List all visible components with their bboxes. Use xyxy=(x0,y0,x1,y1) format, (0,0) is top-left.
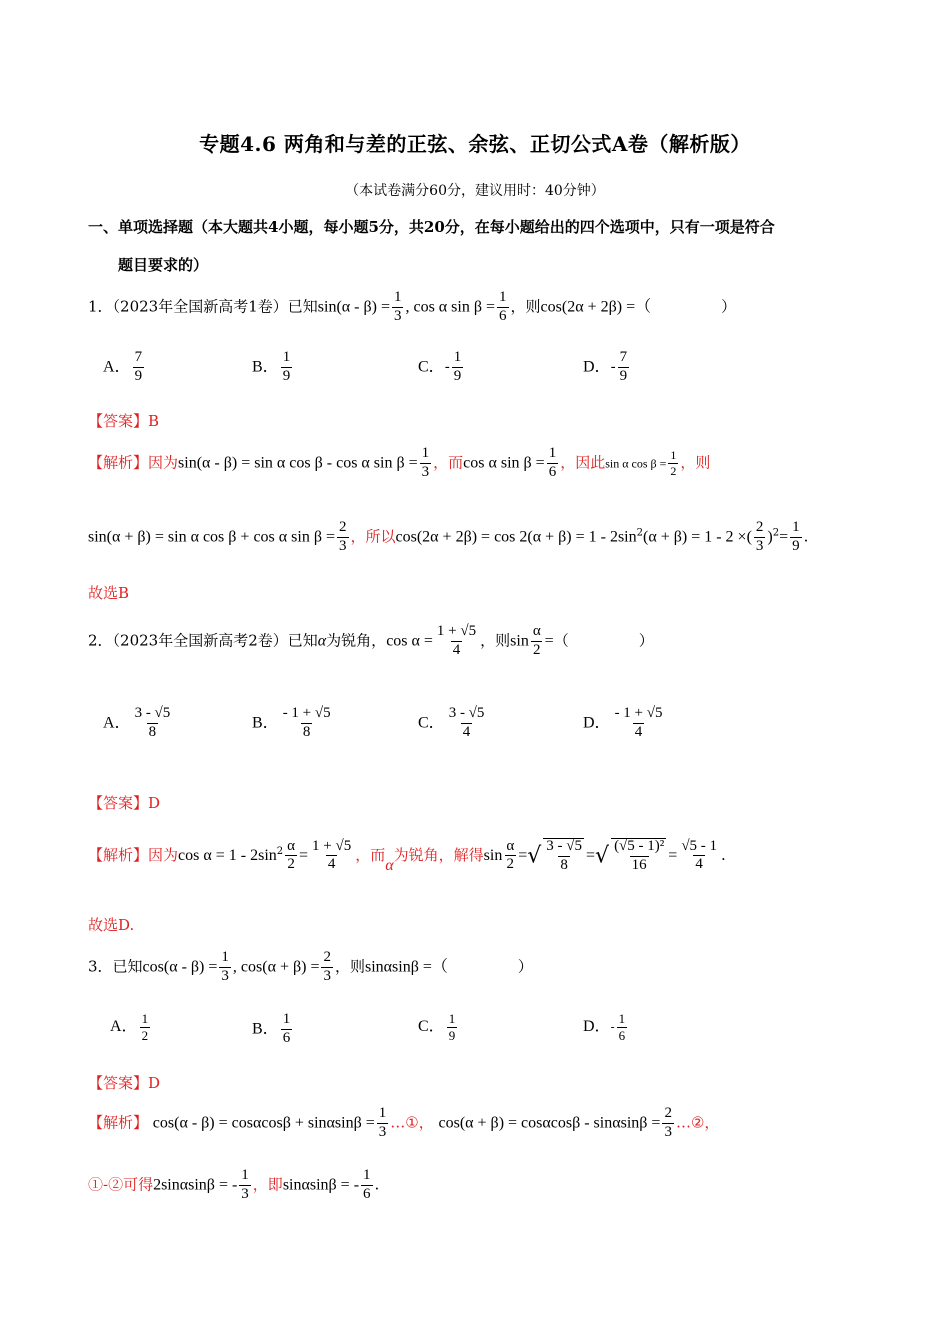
q3-frac2-num: 2 xyxy=(323,949,331,965)
q2-analysis-sq: 2 xyxy=(276,845,284,857)
q2-analysis-r1-num: 3 - √5 xyxy=(546,838,582,854)
q1-analysis-m1: sin(α - β) = sin α cos β - cos α sin β = xyxy=(178,454,418,472)
q1-analysis-f1 xyxy=(420,446,432,481)
q1-option-a-num: 7 xyxy=(134,349,143,365)
q3-analysis-f1-den: 3 xyxy=(378,1123,387,1140)
q2-analysis-eq: = xyxy=(299,846,309,864)
q2-analysis-f1-den: 4 xyxy=(327,856,336,873)
q1-analysis-line1 xyxy=(88,446,710,481)
q2-option-c-num: 3 - √5 xyxy=(448,705,485,721)
q2-analysis-eq2: = xyxy=(518,846,528,864)
q3-option-c-label: C． xyxy=(418,1018,445,1036)
q2-analysis-half2-num: α xyxy=(506,837,515,854)
q1-analysis-l2f1-num: 2 xyxy=(339,519,347,535)
q1-analysis-line2 xyxy=(88,520,808,555)
q1-answer: 【答案】B xyxy=(88,412,160,430)
q1-analysis-thus: ，因此 xyxy=(560,453,606,472)
q1-option-a[interactable] xyxy=(103,350,146,385)
q3-option-b-label: B． xyxy=(252,1020,279,1038)
q2-cos-frac xyxy=(435,624,478,659)
q3-option-b[interactable] xyxy=(252,1012,294,1047)
q3-option-d[interactable] xyxy=(583,1012,629,1042)
q1-analysis-l2f3-num: 1 xyxy=(792,519,800,535)
q3-analysis-l2f1-num: 1 xyxy=(241,1167,249,1183)
q2-stem-prefix: 2．（2023年全国新高考2卷）已知 xyxy=(88,631,318,650)
q2-analysis-r2 xyxy=(611,838,666,874)
q2-option-c-label: C． xyxy=(418,714,445,732)
q3-option-d-num: 1 xyxy=(618,1011,626,1026)
q3-ask: sinαsinβ =（ xyxy=(364,958,448,976)
q2-cos-den: 4 xyxy=(452,641,461,658)
q3-analysis-l2a: ①-②可得 xyxy=(88,1175,154,1194)
q2-analysis-f1 xyxy=(310,839,353,874)
q3-option-c-den: 9 xyxy=(448,1027,456,1043)
q2-analysis-r2-den: 16 xyxy=(631,856,647,873)
q1-analysis-m2: cos α sin β = xyxy=(463,454,545,472)
q3-analysis-line2 xyxy=(88,1168,379,1203)
q2-analysis-er: ，而 xyxy=(355,845,386,864)
q2-analysis-eq4: = xyxy=(668,846,678,864)
q1-analysis-then: ，则 xyxy=(680,453,711,472)
q2-stem xyxy=(88,624,654,659)
q3-analysis-m2: cos(α + β) = cosαcosβ - sinαsinβ = xyxy=(438,1114,661,1132)
q2-option-a-frac xyxy=(133,706,173,741)
q3-analysis-label: 【解析】 xyxy=(88,1113,149,1132)
q1-frac2-den: 6 xyxy=(499,307,507,324)
q2-option-d-label: D． xyxy=(583,714,611,732)
q2-analysis-sin: sin xyxy=(483,846,503,864)
q1-ask: cos(2α + 2β) =（ xyxy=(540,298,652,316)
q1-eq2: , cos α sin β = xyxy=(405,298,496,316)
q1-analysis-f3-den: 2 xyxy=(670,463,677,478)
q2-analysis-because: 因为 xyxy=(148,845,179,864)
q3-frac2-den: 3 xyxy=(323,967,331,984)
q3-analysis-c2: …②， xyxy=(675,1113,720,1132)
q3-option-b-num: 1 xyxy=(282,1011,291,1027)
q1-option-c[interactable] xyxy=(418,350,465,385)
q1-analysis-suoyi: ，所以 xyxy=(350,527,396,546)
q1-analysis-l2f2-den: 3 xyxy=(755,537,764,554)
q3-analysis-f2-num: 2 xyxy=(664,1105,672,1121)
q1-frac1 xyxy=(392,290,404,325)
q3-analysis-end: . xyxy=(374,1175,380,1194)
q2-option-d-frac xyxy=(613,706,665,741)
q3-analysis-l2f2-num: 1 xyxy=(363,1167,371,1183)
q1-frac2 xyxy=(497,290,509,325)
q2-option-d-num: - 1 + √5 xyxy=(614,705,663,721)
q1-option-d-den: 9 xyxy=(619,367,628,384)
q1-stem-prefix: 1．（2023年全国新高考1卷）已知 xyxy=(88,297,318,316)
q2-option-a-num: 3 - √5 xyxy=(134,705,171,721)
q2-analysis-half2-den: 2 xyxy=(506,856,515,873)
q1-option-d-label: D． xyxy=(583,358,611,376)
q3-option-b-frac xyxy=(281,1012,293,1047)
q3-analysis-line1 xyxy=(88,1106,719,1141)
q1-option-b-label: B． xyxy=(252,358,279,376)
q2-then: ，则 xyxy=(480,631,511,650)
q3-analysis-c1: …①， xyxy=(390,1113,434,1132)
q3-analysis-ji: ，即 xyxy=(252,1175,283,1194)
q2-option-b-num: - 1 + √5 xyxy=(282,705,331,721)
q2-option-c[interactable] xyxy=(418,706,488,741)
q1-analysis-l2b: cos(2α + 2β) = cos 2(α + β) = 1 - 2sin xyxy=(395,528,637,546)
q2-analysis-half-num: α xyxy=(287,837,295,854)
q2-half-den: 2 xyxy=(532,641,541,658)
q2-analysis-r2-num: (√5 - 1)² xyxy=(614,838,665,854)
q3-option-d-label: D． xyxy=(583,1018,611,1036)
q2-analysis-r3 xyxy=(679,839,719,874)
q2-analysis-r3-num: √5 - 1 xyxy=(681,837,718,854)
q1-analysis-f1-num: 1 xyxy=(421,445,430,461)
q2-analysis-f1-num: 1 + √5 xyxy=(312,837,352,854)
section-heading-line2: 题目要求的） xyxy=(118,256,209,274)
q3-option-a-den: 2 xyxy=(141,1027,149,1043)
q2-conclusion: 故选D. xyxy=(88,916,135,934)
q1-eq1: sin(α - β) = xyxy=(317,298,390,316)
q2-option-a[interactable] xyxy=(103,706,174,741)
q1-option-d-num: 7 xyxy=(619,349,628,365)
q2-eq: = xyxy=(544,632,554,650)
q3-analysis-l2f2 xyxy=(361,1168,373,1203)
q1-analysis-because: 因为 xyxy=(148,453,179,472)
q1-frac1-num: 1 xyxy=(393,289,402,305)
q3-analysis-f2 xyxy=(662,1106,674,1141)
q1-option-c-sign: - xyxy=(444,357,450,376)
q3-option-d-den: 6 xyxy=(618,1027,626,1043)
q2-analysis-half-den: 2 xyxy=(287,856,295,873)
q1-option-d-frac xyxy=(618,350,630,385)
q2-option-d[interactable] xyxy=(583,706,667,741)
q1-option-b[interactable] xyxy=(252,350,294,385)
q3-answer: 【答案】D xyxy=(88,1074,161,1092)
q2-analysis-half xyxy=(285,839,297,874)
section-heading-line1: 一、单项选择题（本大题共4小题，每小题5分，共20分，在每小题给出的四个选项中，只有一项是符合 xyxy=(88,218,775,236)
q2-cos-num: 1 + √5 xyxy=(436,623,477,639)
q3-eq2: , cos(α + β) = xyxy=(232,958,320,976)
q2-analysis-end: . xyxy=(721,845,726,864)
q3-option-c-frac xyxy=(447,1012,458,1042)
q1-option-a-label: A． xyxy=(103,358,131,376)
q2-option-b-label: B． xyxy=(252,714,279,732)
q2-acute: 为锐角， xyxy=(326,631,387,650)
page-title: 专题4.6 两角和与差的正弦、余弦、正切公式A卷（解析版） xyxy=(199,132,751,156)
q3-analysis-l2f2-den: 6 xyxy=(363,1185,371,1202)
q2-analysis-half2 xyxy=(504,839,516,874)
q1-analysis-l2f2-num: 2 xyxy=(755,519,764,535)
q3-option-b-den: 6 xyxy=(282,1029,291,1046)
q1-analysis-er: ，而 xyxy=(433,453,464,472)
q2-analysis-eq3: = xyxy=(586,846,596,864)
q3-option-a-frac xyxy=(140,1012,151,1042)
q2-sin: sin xyxy=(510,632,529,650)
q2-half-num: α xyxy=(532,623,541,639)
q2-analysis-r1-den: 8 xyxy=(560,856,568,873)
q1-analysis-l2c: (α + β) = 1 - 2 ×( xyxy=(643,528,752,546)
q3-analysis-l2m2: sinαsinβ = - xyxy=(282,1176,360,1194)
q3-option-c[interactable] xyxy=(418,1012,459,1042)
q2-analysis: 【解析】因为$\cos \alpha = 1 - 2\sin^2$ $\frac{\alpha}{2}$ = $\frac{1 + √5}{4}$ ，而α为锐角，解得sin $\frac{\alpha}{2}$ =√ $\frac{3 - √5}{8}$ =√ $\frac{\text{(√5 - 1)²}}{16}$ = $\frac{√5 - 1}{4}$ . xyxy=(88,837,726,874)
q3-stem-prefix: 3．已知 xyxy=(88,957,143,976)
q1-analysis-f3 xyxy=(668,449,678,477)
q2-analysis-m1: cos α = 1 - 2sin xyxy=(178,846,277,864)
q3-frac1-num: 1 xyxy=(221,949,229,965)
q1-option-b-den: 9 xyxy=(282,367,291,384)
q3-option-a[interactable] xyxy=(110,1012,152,1042)
q3-option-a-num: 1 xyxy=(141,1011,149,1026)
q2-analysis-label: 【解析】 xyxy=(88,845,149,864)
q1-analysis-l2f2 xyxy=(754,520,766,555)
q3-analysis-l2f1-den: 3 xyxy=(241,1185,249,1202)
q1-analysis-l2sq2: 2 xyxy=(772,527,780,539)
q1-option-c-label: C． xyxy=(418,358,445,376)
q3-analysis-f1-num: 1 xyxy=(378,1105,387,1121)
q3-then: ，则 xyxy=(334,957,365,976)
q2-analysis-r3-den: 4 xyxy=(695,856,703,873)
q1-close: ） xyxy=(721,297,737,316)
q1-analysis-f2-den: 6 xyxy=(548,463,557,480)
q3-eq1: cos(α - β) = xyxy=(142,958,218,976)
q1-analysis-l2f1-den: 3 xyxy=(339,537,347,554)
q3-analysis-l2m1: 2sinαsinβ = - xyxy=(153,1176,238,1194)
q2-option-b[interactable] xyxy=(252,706,335,741)
q2-option-c-den: 4 xyxy=(462,723,471,740)
q1-analysis-f1-den: 3 xyxy=(421,463,430,480)
q1-analysis-f2 xyxy=(547,446,559,481)
q3-frac2 xyxy=(321,950,333,985)
q3-stem xyxy=(88,950,533,985)
q1-conclusion: 故选B xyxy=(88,584,130,602)
q2-analysis-r1 xyxy=(543,838,584,874)
q2-option-b-frac xyxy=(281,706,333,741)
q2-analysis-alpha: α xyxy=(385,856,394,874)
q1-analysis-l2d: ) xyxy=(767,528,773,546)
q1-option-c-frac xyxy=(452,350,464,385)
q1-analysis-l2e: = xyxy=(779,528,789,546)
q2-alpha: α xyxy=(317,632,327,650)
q3-close: ） xyxy=(517,957,533,976)
page-subtitle: （本试卷满分60分，建议用时：40分钟） xyxy=(345,183,605,199)
q2-paren-close: ） xyxy=(638,631,654,650)
q3-option-d-sign: - xyxy=(610,1020,615,1035)
q3-option-a-label: A． xyxy=(110,1018,138,1036)
q1-option-b-frac xyxy=(281,350,293,385)
q3-option-c-num: 1 xyxy=(448,1011,456,1026)
q1-frac1-den: 3 xyxy=(393,307,402,324)
q2-half-frac xyxy=(531,624,543,659)
q1-frac2-num: 1 xyxy=(499,289,507,305)
q1-option-a-frac xyxy=(133,350,145,385)
q1-analysis-f3-num: 1 xyxy=(670,448,677,463)
q2-answer: 【答案】D xyxy=(88,794,161,812)
q1-analysis-l2a: sin(α + β) = sin α cos β + cos α sin β = xyxy=(88,528,335,546)
q3-frac1 xyxy=(219,950,231,985)
q1-option-d[interactable] xyxy=(583,350,631,385)
q2-cos-eq: cos α = xyxy=(386,632,433,650)
q1-analysis-l2f3-den: 9 xyxy=(792,537,800,554)
q1-option-b-num: 1 xyxy=(282,349,291,365)
q3-analysis-f1 xyxy=(377,1106,389,1141)
q3-option-d-frac xyxy=(617,1012,628,1042)
q3-frac1-den: 3 xyxy=(221,967,229,984)
q3-analysis-f2-den: 3 xyxy=(664,1123,672,1140)
q3-analysis-l2f1 xyxy=(239,1168,251,1203)
q1-analysis-l2f3 xyxy=(790,520,802,555)
q2-analysis-acute: 为锐角，解得 xyxy=(393,845,484,864)
q3-analysis-m1: cos(α - β) = cosαcosβ + sinαsinβ = xyxy=(152,1114,375,1132)
q1-analysis-label: 【解析】 xyxy=(88,453,149,472)
q1-analysis-m3: sin α cos β = xyxy=(605,456,667,471)
q1-analysis-l2f1 xyxy=(337,520,349,555)
q2-option-d-den: 4 xyxy=(634,723,643,740)
q2-option-a-den: 8 xyxy=(148,723,157,740)
q2-option-a-label: A． xyxy=(103,714,131,732)
q1-option-c-den: 9 xyxy=(453,367,462,384)
q2-paren-open: （ xyxy=(553,631,569,650)
q1-analysis-f2-num: 1 xyxy=(548,445,557,461)
q2-option-b-den: 8 xyxy=(302,723,311,740)
q1-option-c-num: 1 xyxy=(453,349,462,365)
q1-then: ，则 xyxy=(510,297,541,316)
q1-stem xyxy=(88,290,736,325)
q1-analysis-l2sq: 2 xyxy=(636,527,643,539)
q2-option-c-frac xyxy=(447,706,487,741)
q1-analysis-l2end: . xyxy=(803,527,809,546)
q1-option-a-den: 9 xyxy=(134,367,143,384)
q1-option-d-sign: - xyxy=(610,357,616,376)
